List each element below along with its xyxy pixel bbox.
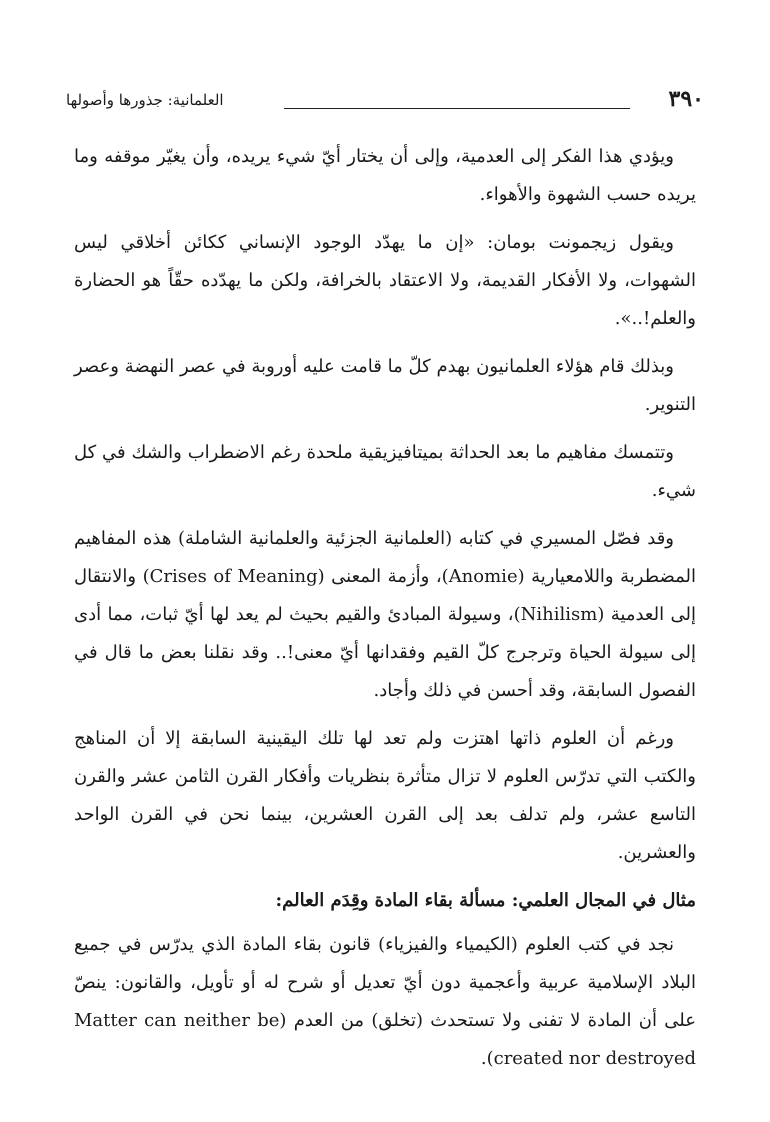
page-number: ٣٩٠ xyxy=(668,86,704,112)
header-rule xyxy=(284,108,630,109)
section-heading: مثال في المجال العلمي: مسألة بقاء المادة وقِدَم العالم: xyxy=(275,890,696,911)
page-body xyxy=(74,138,696,1086)
paragraph-4: وتتمسك مفاهيم ما بعد الحداثة بميتافيزيقية ملحدة رغم الاضطراب والشك في كل شيء. xyxy=(74,442,696,501)
paragraph-3: وبذلك قام هؤلاء العلمانيون بهدم كلّ ما قامت عليه أوروبة في عصر النهضة وعصر التنوير. xyxy=(74,356,696,415)
paragraph-5: وقد فصّل المسيري في كتابه (العلمانية الجزئية والعلمانية الشاملة) هذه المفاهيم المضطربة واللامعيارية (Anomie)، وأزمة المعنى (Crises of Meaning) والانتقال إلى العدمية (Nihilism)، وسيولة المبادئ والقيم بحيث لم يعد لها أيّ ثبات، مما أدى إلى سيولة الحياة وترجرج كلّ القيم وفقدانها أيّ معنى!.. وقد نقلنا بعض ما قال في الفصول السابقة، وقد أحسن في ذلك وأجاد. xyxy=(74,528,697,701)
paragraph-7: نجد في كتب العلوم (الكيمياء والفيزياء) قانون بقاء المادة الذي يدرّس في جميع البلاد الإسلامية عربية وأعجمية دون أيّ تعديل أو شرح له أو تأويل، والقانون: ينصّ على أن المادة لا تفنى ولا تستحدث (تخلق) من العدم (Matter can neither be created nor destroyed). xyxy=(74,934,696,1069)
paragraph-6: ورغم أن العلوم ذاتها اهتزت ولم تعد لها تلك اليقينية السابقة إلا أن المناهج والكتب التي تدرّس العلوم لا تزال متأثرة بنظريات وأفكار القرن الثامن عشر والقرن التاسع عشر، ولم تدلف بعد إلى القرن العشرين، بينما نحن في القرن الواحد والعشرين. xyxy=(74,728,696,863)
paragraph-2: ويقول زيجمونت بومان: «إن ما يهدّد الوجود الإنساني ككائن أخلاقي ليس الشهوات، ولا الأفكار القديمة، ولا الاعتقاد بالخرافة، ولكن ما يهدّده حقّاً هو الحضارة والعلم!..». xyxy=(74,232,696,329)
running-title: العلمانية: جذورها وأصولها xyxy=(66,91,224,109)
paragraph-1: ويؤدي هذا الفكر إلى العدمية، وإلى أن يختار أيّ شيء يريده، وأن يغيّر موقفه وما يريده حسب الشهوة والأهواء. xyxy=(74,146,696,205)
page-header xyxy=(66,86,704,116)
